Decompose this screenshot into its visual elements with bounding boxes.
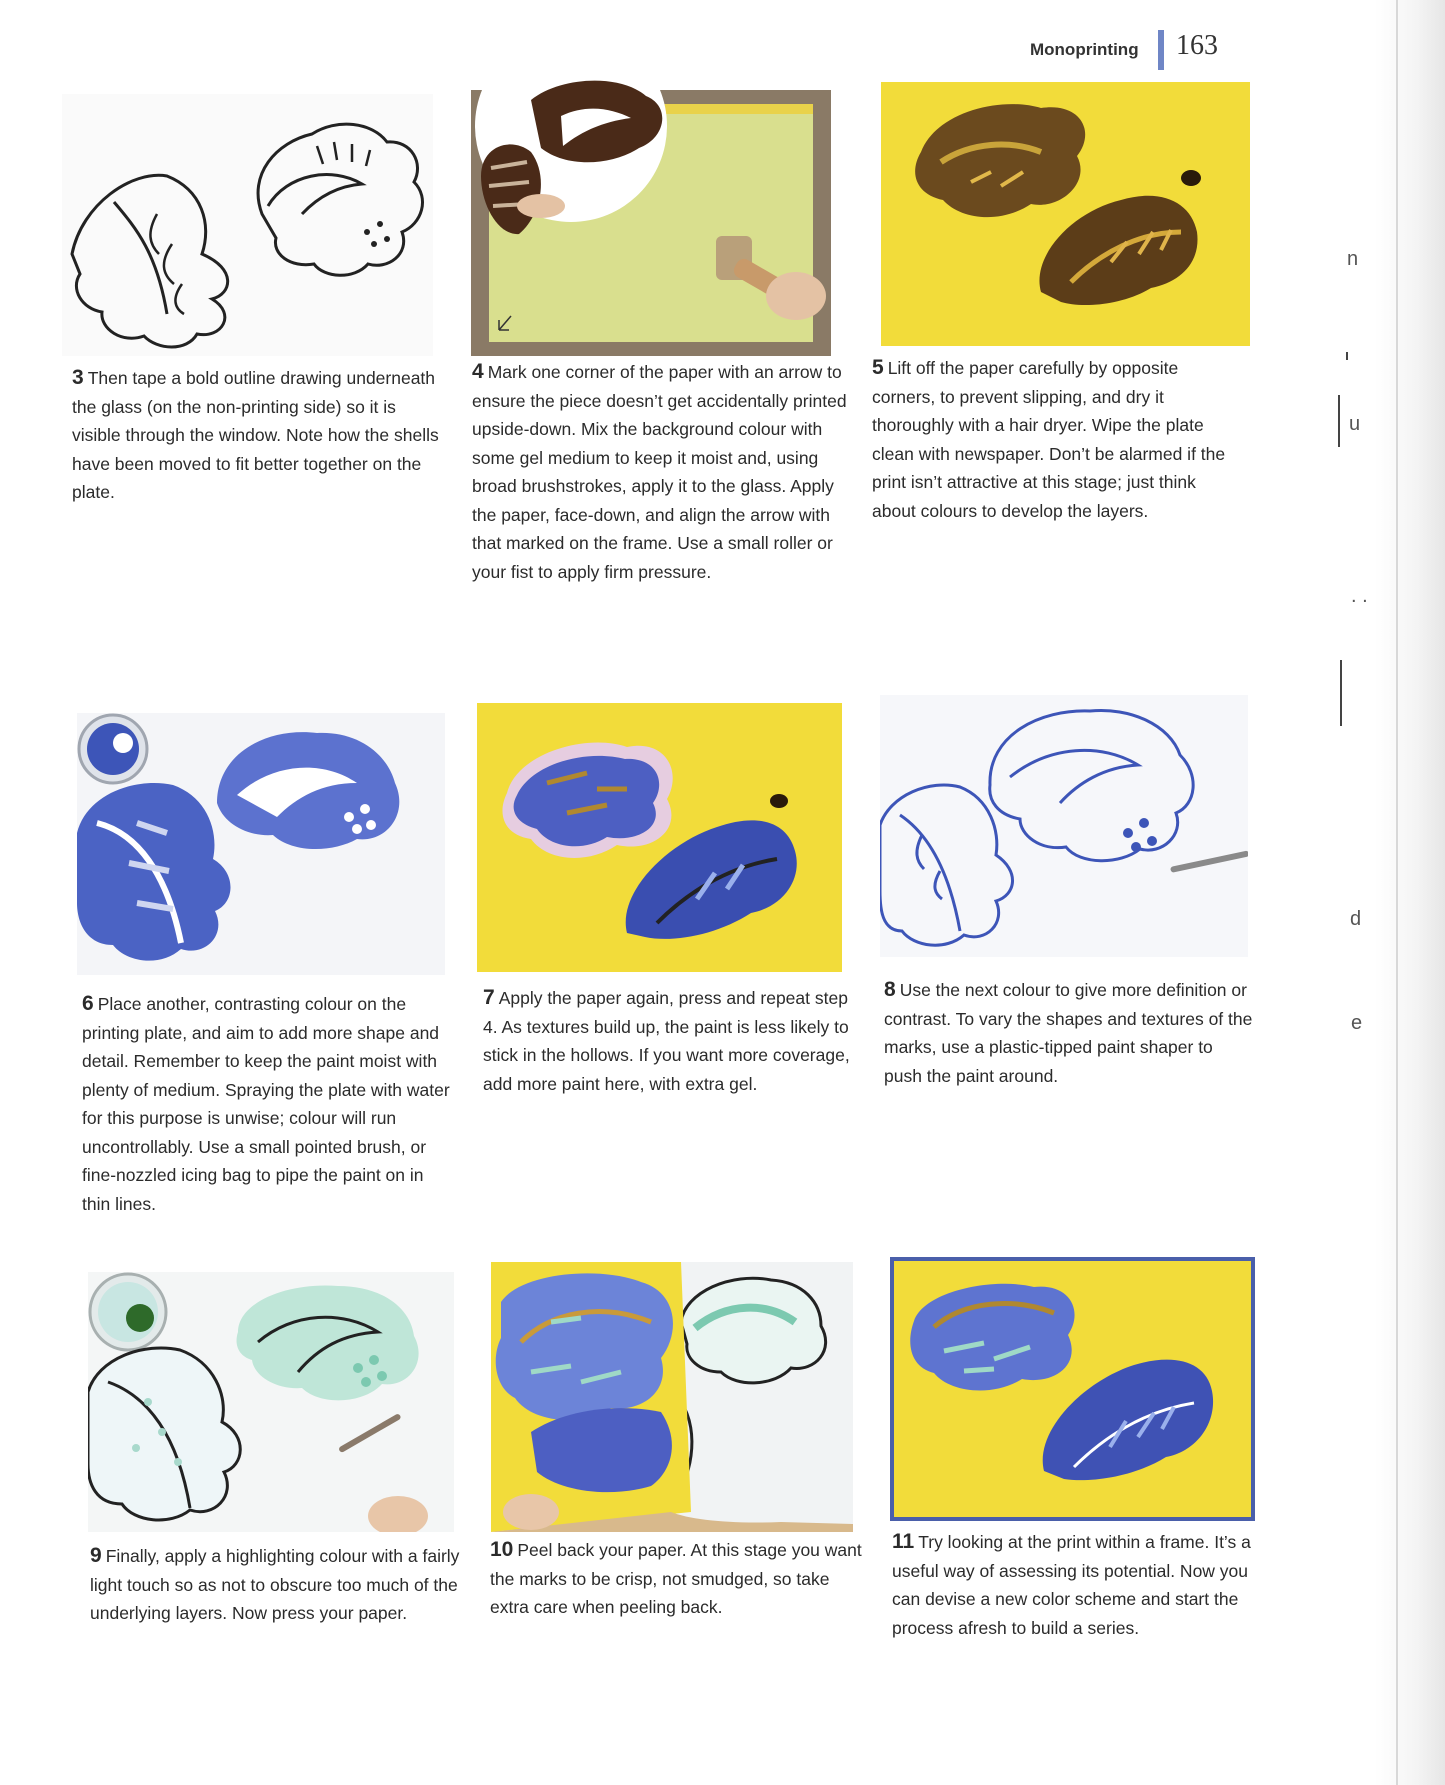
step-10-caption bbox=[490, 1536, 865, 1622]
accent-bar bbox=[1158, 30, 1164, 70]
step-9-highlight-photo bbox=[88, 1272, 454, 1532]
step-number: 11 bbox=[892, 1530, 915, 1553]
step-8-caption bbox=[884, 976, 1254, 1090]
step-number: 3 bbox=[72, 366, 84, 389]
step-number: 10 bbox=[490, 1538, 514, 1561]
edge-letter: e bbox=[1351, 1012, 1363, 1034]
step-number: 4 bbox=[472, 360, 484, 383]
section-title: Monoprinting bbox=[1030, 40, 1139, 59]
step-8-definition-photo bbox=[880, 695, 1248, 957]
step-text: Place another, contrasting colour on the printing plate, and aim to add more shape and detail. Remember to keep the paint moist with plenty of medium. Spraying the plate with water for this purpose is unwise; colour will run uncontrollably. Use a small pointed brush, or fine-nozzled icing bag to pipe the paint on in thin lines. bbox=[82, 994, 450, 1214]
step-6-blue-paint-photo bbox=[77, 713, 445, 975]
step-3-outline-drawing-photo bbox=[62, 94, 433, 356]
page-number: 163 bbox=[1176, 30, 1218, 61]
edge-letter: n bbox=[1347, 248, 1359, 270]
step-5-first-print-photo bbox=[881, 82, 1250, 346]
edge-letter: . . bbox=[1351, 585, 1368, 607]
step-number: 7 bbox=[483, 986, 495, 1009]
step-11-caption bbox=[892, 1528, 1262, 1642]
edge-tick bbox=[1346, 352, 1348, 360]
edge-letter: d bbox=[1350, 908, 1362, 930]
step-5-caption bbox=[872, 354, 1242, 525]
step-number: 9 bbox=[90, 1544, 102, 1567]
step-7-caption bbox=[483, 984, 858, 1098]
step-6-caption bbox=[82, 990, 452, 1218]
step-text: Lift off the paper carefully by opposite corners, to prevent slipping, and dry it thoroughly with a hair dryer. Wipe the plate clean with newspaper. Don’t be alarmed if the print isn’t attractive at this stage; just think about colours to develop the layers. bbox=[872, 358, 1226, 521]
step-7-second-print-photo bbox=[477, 703, 842, 972]
step-text: Then tape a bold outline drawing underneath the glass (on the non-printing side) so it is visible through the window. Note how the shells have been moved to fit better together on the plate. bbox=[72, 368, 439, 502]
step-text: Finally, apply a highlighting colour with a fairly light touch so as not to obscure too much of the underlying layers. Now press your paper. bbox=[90, 1546, 460, 1623]
edge-rule bbox=[1338, 395, 1340, 447]
page-edge-line bbox=[1396, 0, 1398, 1785]
step-text: Mark one corner of the paper with an arrow to ensure the piece doesn’t get accidentally printed upside-down. Mix the background colour with some gel medium to keep it moist and, using broad brushstrokes, apply it to the glass. Apply the paper, face-down, and align the arrow with that marked on the frame. Use a small roller or your fist to apply firm pressure. bbox=[472, 362, 847, 582]
step-text: Peel back your paper. At this stage you want the marks to be crisp, not smudged, so take extra care when peeling back. bbox=[490, 1540, 862, 1617]
step-text: Try looking at the print within a frame. It’s a useful way of assessing its potential. Now you can devise a new color scheme and start the process afresh to build a series. bbox=[892, 1532, 1251, 1638]
edge-rule bbox=[1340, 660, 1342, 726]
step-number: 5 bbox=[872, 356, 884, 379]
step-text: Apply the paper again, press and repeat step 4. As textures build up, the paint is less likely to stick in the hollows. If you want more coverage, add more paint here, with extra gel. bbox=[483, 988, 850, 1094]
step-text: Use the next colour to give more definition or contrast. To vary the shapes and textures of the marks, use a plastic-tipped paint shaper to push the paint around. bbox=[884, 980, 1253, 1086]
step-9-caption bbox=[90, 1542, 460, 1628]
step-11-framed-print-photo bbox=[890, 1257, 1255, 1521]
step-10-peeling-photo bbox=[491, 1262, 853, 1532]
edge-letter: u bbox=[1349, 413, 1361, 435]
step-4-roller-on-frame-photo bbox=[471, 56, 831, 356]
step-number: 6 bbox=[82, 992, 94, 1015]
step-number: 8 bbox=[884, 978, 896, 1001]
step-3-caption bbox=[72, 364, 442, 507]
page-gutter-shadow bbox=[1375, 0, 1445, 1785]
step-4-caption bbox=[472, 358, 862, 586]
